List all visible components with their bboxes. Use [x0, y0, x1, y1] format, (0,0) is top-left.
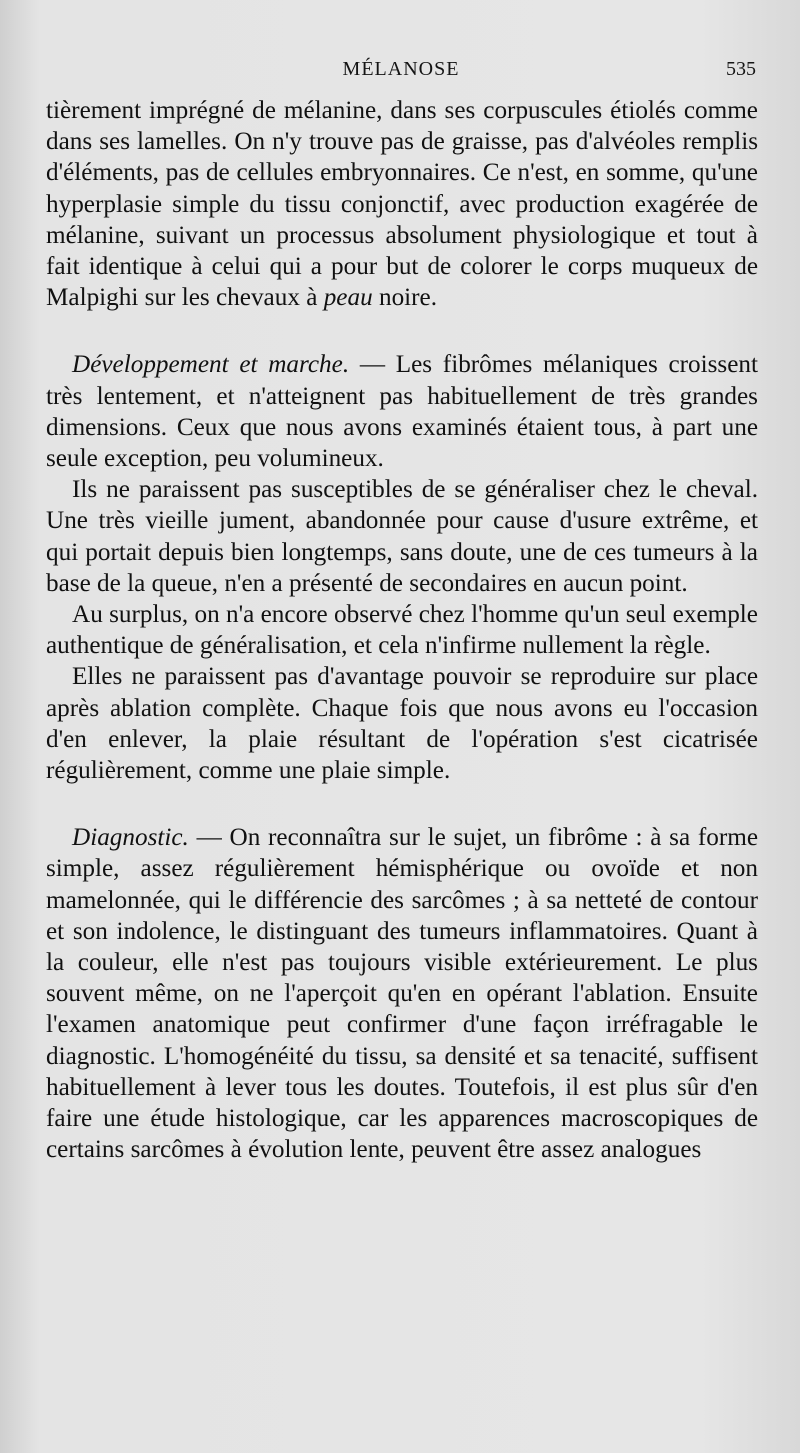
- paragraph-diagnostic: [46, 822, 758, 1165]
- running-title: MÉLANOSE: [342, 58, 460, 80]
- paragraph-text: Elles ne paraissent pas d'avantage pouvoir se reproduire sur place après ablation complète. Chaque fois que nous avons eu l'occasion d'en enlever, la plaie résultant de l'opération s'est cicatrisée régulièrement, comme une plaie simple.: [46, 663, 758, 785]
- paragraph-development: [46, 349, 758, 474]
- paragraph-text: tièrement imprégné de mélanine, dans ses corpuscules étiolés comme dans ses lamelles. On n'y trouve pas de graisse, pas d'alvéoles remplis d'éléments, pas de cellules embryonnaires. Ce n'est, en somme, qu'une hyperplasie simple du tissu conjonctif, avec production exagérée de mélanine, suivant un processus absolument physiologique et tout à fait identique à celui qui a pour but de colorer le corps muqueux de Malpighi sur les chevaux à: [46, 97, 758, 312]
- page-number: 535: [726, 58, 756, 80]
- paragraph-end: noire.: [378, 284, 438, 312]
- section-heading-development: Développement et marche.: [72, 351, 350, 379]
- paragraph-surplus: [46, 599, 758, 661]
- running-header: [46, 58, 756, 88]
- section-heading-diagnostic: Diagnostic.: [72, 824, 189, 852]
- paragraph-text: — Les fibrômes mélaniques croissent très lentement, et n'atteignent pas habituellement de très grandes dimensions. Ceux que nous avons examinés étaient tous, à part une seule exception, peu volumineux.: [46, 351, 758, 473]
- paragraph-text: Au surplus, on n'a encore observé chez l'homme qu'un seul exemple authentique de généralisation, et cela n'infirme nullement la règle.: [46, 601, 758, 660]
- paragraph-continuation: [46, 95, 758, 313]
- paragraph-generalisation: [46, 474, 758, 599]
- italic-word: peau: [323, 284, 373, 312]
- paragraph-text: — On reconnaîtra sur le sujet, un fibrôme : à sa forme simple, assez régulièrement hémisphérique ou ovoïde et non mamelonnée, qui le différencie des sarcômes ; à sa netteté de contour et son indolence, le distinguant des tumeurs inflammatoires. Quant à la couleur, elle n'est pas toujours visible extérieurement. Le plus souvent même, on ne l'aperçoit qu'en en opérant l'ablation. Ensuite l'examen anatomique peut confirmer d'une façon irréfragable le diagnostic. L'homogénéité du tissu, sa densité et sa tenacité, suffisent habituellement à lever tous les doutes. Toutefois, il est plus sûr d'en faire une étude histologique, car les apparences macroscopiques de certains sarcômes à évolution lente, peuvent être assez analogues: [46, 824, 759, 1164]
- paragraph-reproduction: [46, 661, 758, 786]
- body-text: [46, 95, 758, 1166]
- paragraph-text: Ils ne paraissent pas susceptibles de se généraliser chez le cheval. Une très vieille jument, abandonnée pour cause d'usure extrême, et qui portait depuis bien longtemps, sans doute, une de ces tumeurs à la base de la queue, n'en a présenté de secondaires en aucun point.: [46, 476, 758, 597]
